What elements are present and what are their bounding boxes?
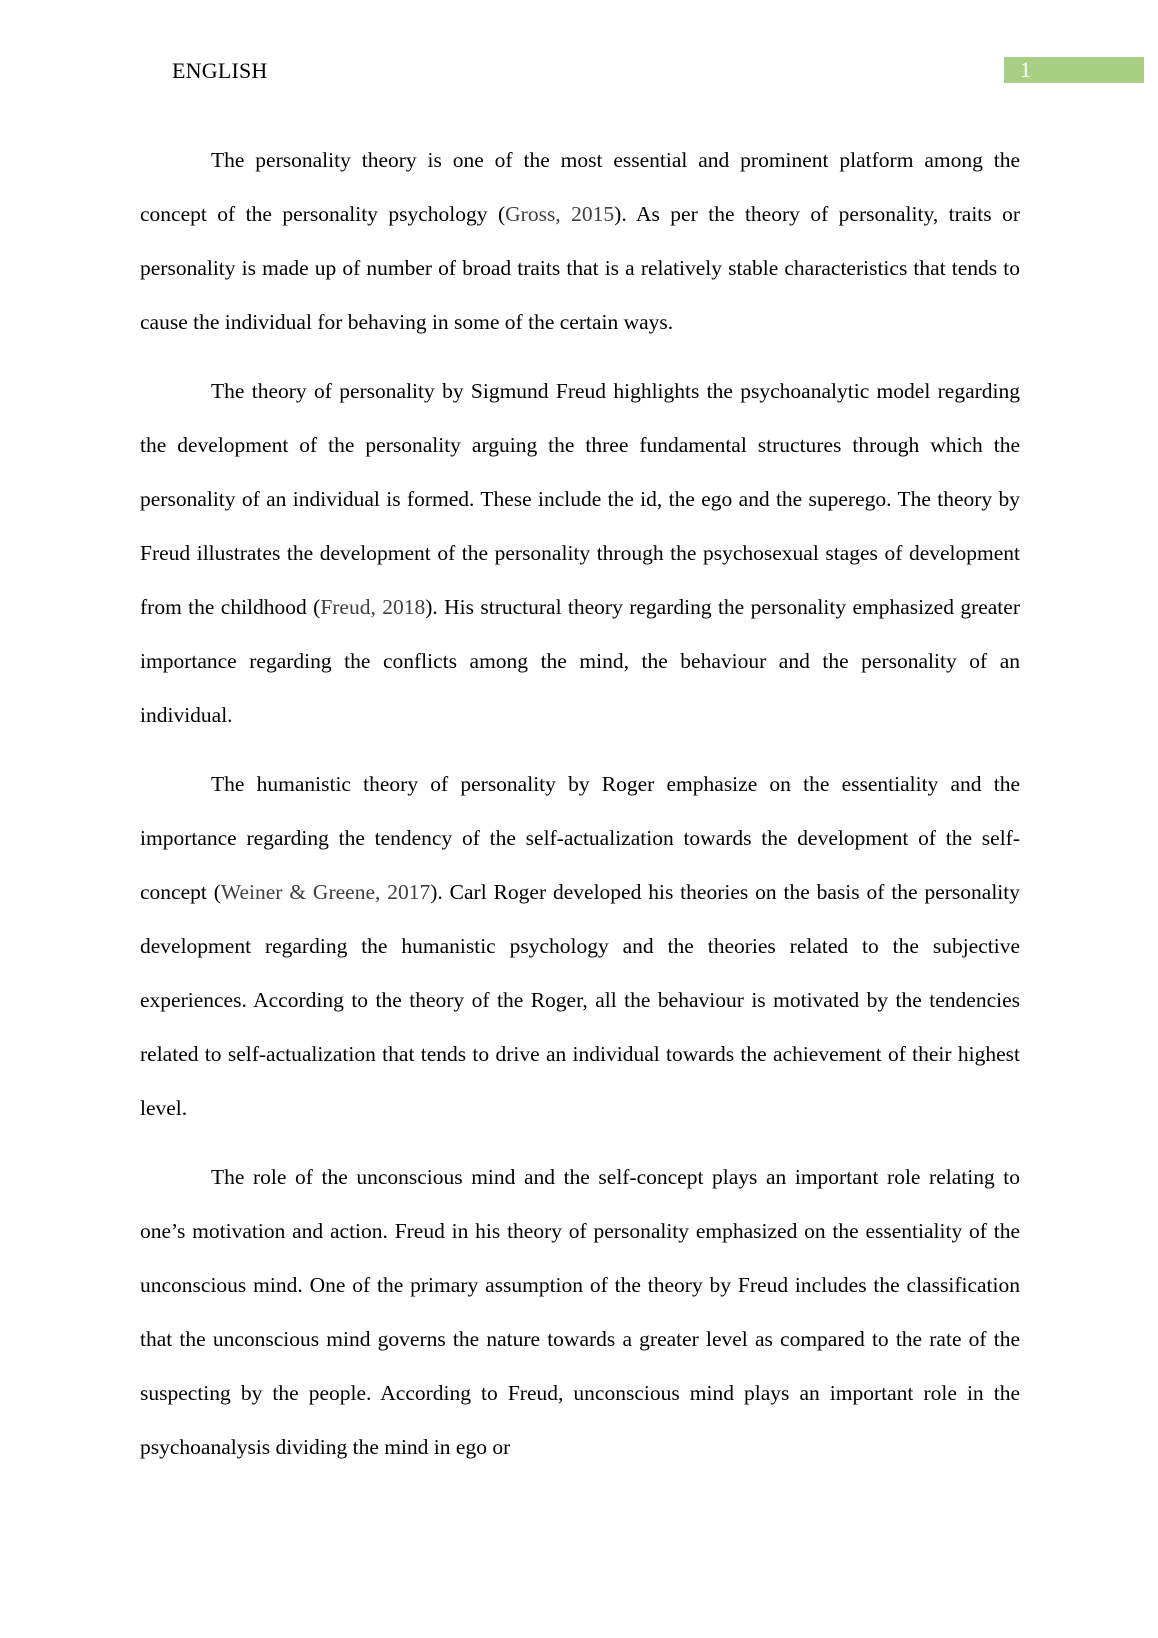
paragraph-text: ). As per the theory of personality, traits or personality is made up of number of broad traits that is a relatively stable characteristics that tends to cause the individual for behaving in some of the certain ways.	[140, 202, 1021, 334]
page-number: 1	[1020, 57, 1031, 82]
paragraph-text: The role of the unconscious mind and the self-concept plays an important role relating to one’s motivation and action. Freud in his theory of personality emphasized on the essentiality of the unconscious mind. One of the primary assumption of the theory by Freud includes the classification that the unconscious mind governs the nature towards a greater level as compared to the rate of the suspecting by the people. According to Freud, unconscious mind plays an important role in the psychoanalysis dividing the mind in ego or	[140, 1165, 1020, 1459]
header-title: ENGLISH	[172, 58, 268, 83]
paragraph-text: The theory of personality by Sigmund Freud highlights the psychoanalytic model regarding the development of the personality arguing the three fundamental structures through which the personality of an individual is formed. These include the id, the ego and the superego. The theory by Freud illustrates the development of the personality through the psychosexual stages of development from the childhood (	[140, 379, 1020, 619]
citation: Gross, 2015	[505, 202, 615, 226]
document-body	[140, 133, 1020, 1489]
paragraph-3	[140, 757, 1020, 1135]
paragraph-4	[140, 1150, 1020, 1474]
citation: Weiner & Greene, 2017	[220, 880, 431, 904]
citation: Freud, 2018	[320, 595, 426, 619]
paragraph-text: ). His structural theory regarding the personality emphasized greater importance regarding the conflicts among the mind, the behaviour and the personality of an individual.	[140, 595, 1020, 727]
paragraph-2	[140, 364, 1020, 742]
paragraph-text: The personality theory is one of the most essential and prominent platform among the concept of the personality psychology (	[140, 148, 1020, 226]
paragraph-text: ). Carl Roger developed his theories on the basis of the personality development regarding the humanistic psychology and the theories related to the subjective experiences. According to the theory of the Roger, all the behaviour is motivated by the tendencies related to self-actualization that tends to drive an individual towards the achievement of their highest level.	[140, 880, 1021, 1120]
paragraph-1	[140, 133, 1020, 349]
paragraph-text: The humanistic theory of personality by Roger emphasize on the essentiality and the importance regarding the tendency of the self-actualization towards the development of the self-concept (	[140, 772, 1020, 904]
page-number-badge	[1004, 57, 1144, 83]
